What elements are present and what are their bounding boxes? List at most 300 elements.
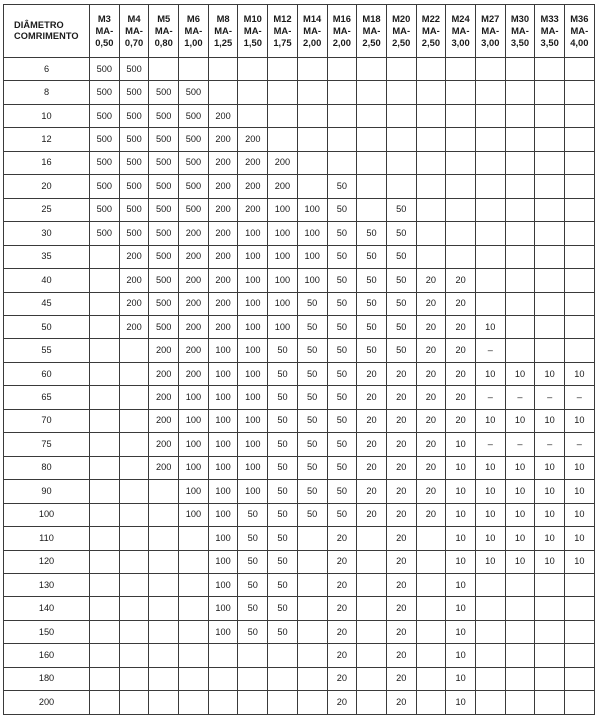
quantity-cell: 10 [475,480,505,503]
quantity-cell: 50 [386,315,416,338]
quantity-cell: 500 [149,269,179,292]
length-cell: 20 [4,175,90,198]
quantity-cell [149,503,179,526]
quantity-cell: 500 [90,198,120,221]
quantity-cell: 20 [386,409,416,432]
column-header [149,5,179,58]
quantity-cell [475,691,505,714]
quantity-cell [535,222,565,245]
quantity-cell [119,691,149,714]
column-header-size: M24 [451,13,470,24]
table-body [4,58,595,715]
quantity-cell: 20 [327,597,357,620]
quantity-cell [357,198,387,221]
column-header-pitch: 0,80 [154,37,173,48]
quantity-cell: 10 [475,456,505,479]
quantity-cell: 10 [535,456,565,479]
quantity-cell: 200 [179,339,209,362]
quantity-cell [297,527,327,550]
quantity-cell [119,386,149,409]
quantity-cell: 50 [268,527,298,550]
length-cell: 8 [4,81,90,104]
quantity-cell: 20 [357,386,387,409]
quantity-cell: 50 [327,386,357,409]
quantity-cell [297,58,327,81]
quantity-cell: 100 [208,597,238,620]
quantity-cell: 100 [297,245,327,268]
quantity-cell: 500 [179,151,209,174]
quantity-cell: 50 [297,480,327,503]
quantity-cell: 100 [208,386,238,409]
quantity-cell [90,292,120,315]
quantity-cell: – [535,386,565,409]
quantity-cell [386,104,416,127]
quantity-cell [238,644,268,667]
quantity-cell: 200 [149,433,179,456]
table-row [4,480,595,503]
quantity-cell: 10 [505,550,535,573]
column-header-pitch: 1,50 [243,37,262,48]
quantity-cell [535,81,565,104]
table-row [4,175,595,198]
column-header-pitch-label: MA- [362,25,381,36]
quantity-cell: 100 [179,409,209,432]
quantity-cell [268,81,298,104]
quantity-cell [119,597,149,620]
quantity-cell: 10 [565,362,595,385]
quantity-cell [179,620,209,643]
quantity-cell: 10 [535,480,565,503]
quantity-cell: 20 [386,456,416,479]
quantity-cell [475,667,505,690]
quantity-cell [565,315,595,338]
quantity-cell [505,104,535,127]
quantity-cell: 50 [268,503,298,526]
quantity-cell [179,667,209,690]
quantity-cell [297,128,327,151]
quantity-cell: 50 [327,269,357,292]
quantity-cell: 500 [90,104,120,127]
quantity-cell: 500 [149,151,179,174]
quantity-cell [90,456,120,479]
column-header-size: M22 [421,13,441,24]
quantity-cell [535,128,565,151]
quantity-cell: 50 [386,269,416,292]
column-header [386,5,416,58]
quantity-cell: 20 [327,620,357,643]
quantity-cell: 20 [386,644,416,667]
column-header-pitch-label: MA- [511,25,529,36]
quantity-cell [90,550,120,573]
length-cell: 140 [4,597,90,620]
quantity-cell [90,245,120,268]
quantity-cell [416,691,446,714]
column-header-pitch-label: MA- [422,25,440,36]
quantity-cell: 100 [179,433,209,456]
quantity-cell: 100 [297,269,327,292]
quantity-cell: 200 [149,409,179,432]
quantity-cell [179,644,209,667]
quantity-cell [446,58,476,81]
column-header-pitch-label: MA- [392,25,411,36]
length-cell: 65 [4,386,90,409]
quantity-cell: 10 [565,409,595,432]
quantity-cell: 20 [357,362,387,385]
quantity-cell [90,667,120,690]
quantity-cell: 500 [149,315,179,338]
column-header-pitch: 1,25 [213,37,233,48]
column-header-size: M6 [186,13,200,24]
quantity-cell: 10 [446,456,476,479]
quantity-cell: 200 [208,269,238,292]
quantity-cell: 50 [268,597,298,620]
quantity-cell [475,597,505,620]
quantity-cell: 500 [149,245,179,268]
quantity-cell: 50 [268,409,298,432]
quantity-cell: 200 [149,386,179,409]
quantity-cell: 50 [268,550,298,573]
length-cell: 35 [4,245,90,268]
quantity-cell: 100 [268,222,298,245]
quantity-cell: 500 [119,128,149,151]
quantity-cell: 100 [238,433,268,456]
quantity-cell: 20 [386,573,416,596]
quantity-cell: 500 [90,151,120,174]
quantity-cell: 10 [446,433,476,456]
quantity-cell: 100 [268,315,298,338]
quantity-cell [446,104,476,127]
quantity-cell: 50 [238,503,268,526]
quantity-cell [386,151,416,174]
quantity-cell [505,151,535,174]
quantity-cell: 100 [208,527,238,550]
quantity-cell [90,269,120,292]
quantity-cell [475,245,505,268]
quantity-cell: 500 [179,175,209,198]
quantity-cell: 100 [208,550,238,573]
quantity-cell: 10 [475,409,505,432]
quantity-cell [149,573,179,596]
quantity-cell: 200 [179,245,209,268]
quantity-cell: 500 [179,104,209,127]
quantity-cell: 50 [357,292,387,315]
length-cell: 70 [4,409,90,432]
quantity-cell: 10 [475,362,505,385]
quantity-cell: 50 [268,573,298,596]
quantity-cell [565,269,595,292]
quantity-cell [535,691,565,714]
column-header-pitch: 3,50 [540,37,559,48]
quantity-cell: 50 [238,527,268,550]
quantity-cell [446,245,476,268]
quantity-cell [416,58,446,81]
quantity-cell [357,104,387,127]
quantity-cell [535,667,565,690]
quantity-cell: 50 [386,292,416,315]
column-header-pitch-label: MA- [303,25,321,36]
quantity-cell: 500 [149,292,179,315]
quantity-cell: 10 [535,503,565,526]
quantity-cell [149,644,179,667]
quantity-cell [475,198,505,221]
quantity-cell [565,198,595,221]
table-row [4,433,595,456]
quantity-cell: 20 [327,550,357,573]
quantity-cell: 20 [357,456,387,479]
column-header-pitch-label: MA- [95,25,114,36]
quantity-cell [90,409,120,432]
quantity-cell [416,573,446,596]
quantity-cell [535,315,565,338]
column-header-pitch: 1,75 [273,37,292,48]
column-header [238,5,268,58]
quantity-cell: 500 [119,222,149,245]
quantity-cell: 50 [297,292,327,315]
quantity-cell [297,104,327,127]
quantity-cell: 10 [505,456,535,479]
quantity-cell: 200 [179,292,209,315]
quantity-cell [297,691,327,714]
quantity-cell [238,667,268,690]
quantity-cell [297,573,327,596]
quantity-cell: 50 [327,292,357,315]
table-row [4,386,595,409]
quantity-cell: 10 [446,480,476,503]
quantity-cell: 20 [446,339,476,362]
quantity-cell: 500 [119,151,149,174]
table-row [4,245,595,268]
quantity-cell [535,620,565,643]
quantity-cell: 50 [268,456,298,479]
length-cell: 100 [4,503,90,526]
quantity-cell [119,480,149,503]
quantity-cell: 20 [386,362,416,385]
table-row [4,292,595,315]
quantity-cell: 500 [119,175,149,198]
quantity-cell [505,620,535,643]
quantity-cell: 10 [446,667,476,690]
quantity-cell [357,644,387,667]
quantity-cell [357,550,387,573]
quantity-cell [565,104,595,127]
quantity-cell: 200 [268,175,298,198]
quantity-cell [238,104,268,127]
quantity-cell [297,550,327,573]
quantity-cell [208,81,238,104]
column-header-pitch: 3,00 [481,37,500,48]
quantity-cell [565,597,595,620]
column-header-pitch: 2,00 [332,37,351,48]
quantity-cell [565,175,595,198]
quantity-cell [475,269,505,292]
quantity-cell: 100 [297,198,327,221]
quantity-cell: 200 [149,362,179,385]
quantity-cell: 20 [386,433,416,456]
length-label: COMRIMENTO [14,31,79,41]
quantity-cell [119,644,149,667]
quantity-cell [535,151,565,174]
quantity-cell: 200 [179,269,209,292]
table-row [4,151,595,174]
quantity-cell [90,315,120,338]
length-cell: 16 [4,151,90,174]
column-header-size: M3 [97,13,111,24]
quantity-cell: 10 [446,527,476,550]
quantity-cell: 200 [238,198,268,221]
quantity-cell: 20 [416,409,446,432]
quantity-cell: 10 [446,691,476,714]
quantity-cell [505,573,535,596]
quantity-cell [149,620,179,643]
quantity-cell [505,128,535,151]
quantity-cell [475,620,505,643]
column-header-pitch: 1,00 [184,37,203,48]
quantity-cell: 200 [149,456,179,479]
quantity-cell [416,151,446,174]
quantity-cell [297,81,327,104]
quantity-cell: 10 [446,550,476,573]
quantity-cell [535,198,565,221]
quantity-cell: 20 [386,480,416,503]
quantity-cell: 100 [208,456,238,479]
column-header-pitch: 2,00 [303,37,322,48]
column-header-pitch: 2,50 [362,37,381,48]
quantity-cell: 50 [327,198,357,221]
quantity-cell [446,151,476,174]
quantity-cell: 50 [357,245,387,268]
quantity-cell: 100 [208,573,238,596]
quantity-cell: 20 [386,527,416,550]
quantity-cell [119,527,149,550]
quantity-cell: 20 [416,456,446,479]
column-header-size: M18 [362,13,381,24]
quantity-cell [149,667,179,690]
quantity-cell: – [505,433,535,456]
quantity-cell [149,597,179,620]
quantity-cell [357,667,387,690]
length-cell: 60 [4,362,90,385]
length-cell: 30 [4,222,90,245]
quantity-cell: 50 [327,362,357,385]
quantity-cell: 20 [416,315,446,338]
quantity-cell: – [475,433,505,456]
quantity-cell: 50 [327,339,357,362]
quantity-cell [90,480,120,503]
quantity-cell: 10 [535,550,565,573]
quantity-cell: 500 [149,104,179,127]
quantity-cell [179,550,209,573]
quantity-cell: 50 [268,339,298,362]
table-row [4,597,595,620]
quantity-cell: 10 [565,480,595,503]
length-cell: 50 [4,315,90,338]
quantity-cell: 200 [238,128,268,151]
column-header-pitch-label: MA- [214,25,232,36]
quantity-cell: 20 [327,667,357,690]
quantity-cell [268,644,298,667]
column-header-pitch-label: MA- [154,25,173,36]
quantity-cell: 50 [357,339,387,362]
length-cell: 75 [4,433,90,456]
quantity-cell: 50 [297,362,327,385]
column-header-pitch-label: MA- [481,25,500,36]
quantity-cell: 10 [446,644,476,667]
length-cell: 90 [4,480,90,503]
quantity-cell: 50 [386,339,416,362]
quantity-cell: 10 [505,527,535,550]
quantity-cell: – [475,386,505,409]
quantity-cell: 50 [297,503,327,526]
quantity-cell: 100 [238,362,268,385]
table-row [4,104,595,127]
quantity-cell: 100 [238,386,268,409]
quantity-cell [119,667,149,690]
quantity-cell [357,691,387,714]
quantity-cell: 200 [179,222,209,245]
quantity-cell: 50 [238,550,268,573]
length-cell: 150 [4,620,90,643]
quantity-cell: 10 [446,620,476,643]
quantity-cell: 20 [357,409,387,432]
quantity-cell: 20 [446,315,476,338]
column-header-size: M14 [303,13,322,24]
quantity-cell [505,597,535,620]
quantity-cell: 100 [208,339,238,362]
quantity-cell [208,58,238,81]
quantity-cell: 10 [446,573,476,596]
quantity-cell: 100 [238,292,268,315]
quantity-cell [535,175,565,198]
quantity-cell: 500 [119,198,149,221]
quantity-cell [505,315,535,338]
quantity-cell: 500 [179,128,209,151]
quantity-cell [327,151,357,174]
quantity-cell [565,691,595,714]
quantity-cell: 20 [416,269,446,292]
column-header [268,5,298,58]
quantity-cell [446,222,476,245]
quantity-cell: 10 [475,315,505,338]
quantity-cell [565,644,595,667]
quantity-cell: 20 [446,269,476,292]
quantity-cell [416,104,446,127]
quantity-cell [475,222,505,245]
column-header [208,5,238,58]
quantity-cell: 50 [327,503,357,526]
quantity-cell: – [565,386,595,409]
column-header [90,5,120,58]
quantity-cell: 500 [149,128,179,151]
table-row [4,269,595,292]
column-header-size: M8 [216,13,230,24]
quantity-cell [505,269,535,292]
quantity-cell [149,550,179,573]
quantity-cell: 10 [565,527,595,550]
quantity-cell: 10 [505,480,535,503]
quantity-cell [90,527,120,550]
column-header [327,5,357,58]
quantity-cell [505,339,535,362]
column-header-pitch: 2,50 [421,37,441,48]
quantity-cell: 200 [149,339,179,362]
length-cell: 110 [4,527,90,550]
quantity-cell: 50 [268,362,298,385]
quantity-cell: 10 [475,527,505,550]
quantity-cell: 200 [208,315,238,338]
quantity-cell [565,58,595,81]
quantity-cell: 200 [238,151,268,174]
quantity-cell [535,58,565,81]
